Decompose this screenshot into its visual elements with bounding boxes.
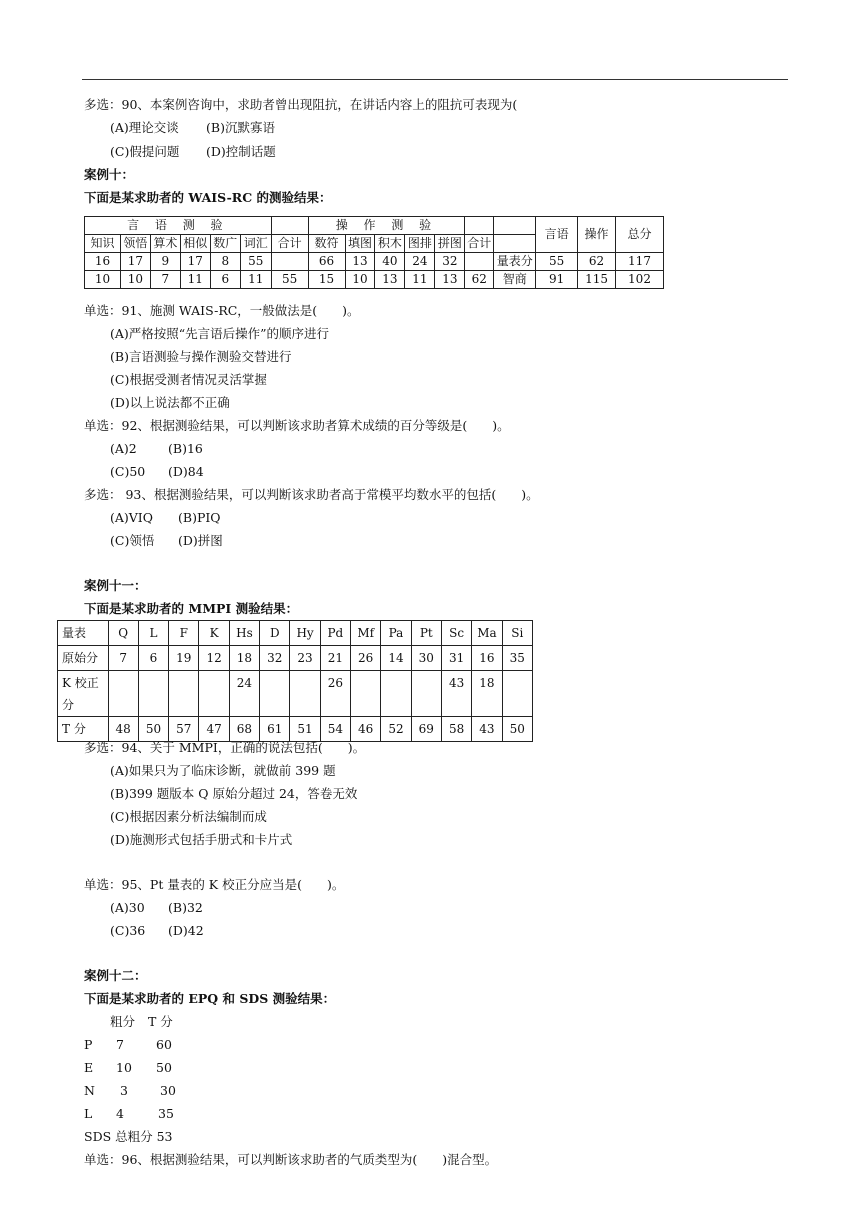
wais-subheader: 图排: [405, 235, 435, 253]
mmpi-raw-row: [58, 646, 533, 671]
mmpi-cell: 21: [320, 646, 350, 671]
wais-subheader: 积木: [375, 235, 405, 253]
question-91-option-d: (D)以上说法都不正确: [110, 395, 230, 410]
epq-t: 30: [160, 1083, 176, 1098]
wais-cell: 55: [271, 271, 308, 289]
wais-empty-cell: [494, 217, 536, 235]
wais-cell: 40: [375, 253, 405, 271]
wais-cell: 15: [308, 271, 345, 289]
sds-total-raw: SDS 总粗分 53: [84, 1129, 173, 1144]
mmpi-cell: 46: [351, 717, 381, 742]
wais-cell: 10: [85, 271, 121, 289]
case-10-title: 案例十：: [84, 167, 135, 182]
wais-group-verbal: 言 语 测 验: [85, 217, 272, 235]
mmpi-cell: 52: [381, 717, 411, 742]
epq-t: 60: [156, 1037, 172, 1052]
option-a: (A)30: [110, 900, 145, 915]
question-94-option-c: (C)根据因素分析法编制而成: [110, 809, 267, 824]
option-d: (D)84: [168, 464, 204, 479]
epq-row-e: [84, 1060, 172, 1076]
wais-row-label: 量表分: [494, 253, 536, 271]
mmpi-cell: 51: [290, 717, 320, 742]
mmpi-header: Q: [108, 621, 138, 646]
option-d: (D)控制话题: [206, 144, 276, 159]
option-d: (D)42: [168, 923, 204, 938]
mmpi-header: Mf: [351, 621, 381, 646]
mmpi-cell: [351, 671, 381, 717]
mmpi-header: Pd: [320, 621, 350, 646]
mmpi-cell: 18: [229, 646, 259, 671]
wais-cell: [465, 253, 494, 271]
mmpi-cell: 16: [472, 646, 502, 671]
mmpi-cell: 14: [381, 646, 411, 671]
wais-header-performance: 操作: [578, 217, 616, 253]
question-94-option-b: (B)399 题版本 Q 原始分超过 24，答卷无效: [110, 786, 358, 801]
epq-row-l: [84, 1106, 174, 1122]
option-b: (B)沉默寡语: [206, 120, 275, 135]
wais-row-label: 智商: [494, 271, 536, 289]
mmpi-cell: 50: [138, 717, 168, 742]
wais-cell: 13: [345, 253, 375, 271]
epq-t: 35: [158, 1106, 174, 1121]
mmpi-cell: 30: [411, 646, 441, 671]
mmpi-cell: 26: [320, 671, 350, 717]
question-94-stem: 多选：94、关于 MMPI，正确的说法包括( )。: [84, 740, 366, 755]
wais-cell: 115: [578, 271, 616, 289]
wais-subheader: 词汇: [240, 235, 271, 253]
mmpi-cell: [411, 671, 441, 717]
option-b: (B)32: [168, 900, 203, 915]
wais-cell: 17: [120, 253, 150, 271]
mmpi-header: Hy: [290, 621, 320, 646]
question-93-options-row-2: [110, 533, 223, 549]
mmpi-header: F: [169, 621, 199, 646]
mmpi-header-row: [58, 621, 533, 646]
epq-row-p: [84, 1037, 172, 1053]
mmpi-header: Sc: [441, 621, 471, 646]
epq-scale: P: [84, 1037, 93, 1052]
mmpi-header: D: [260, 621, 290, 646]
case-12-title: 案例十二：: [84, 968, 147, 983]
question-95-options-row-1: [110, 900, 203, 916]
wais-cell: 62: [465, 271, 494, 289]
mmpi-header: Ma: [472, 621, 502, 646]
mmpi-cell: [502, 671, 532, 717]
mmpi-cell: 12: [199, 646, 229, 671]
mmpi-cell: 18: [472, 671, 502, 717]
wais-cell: 10: [120, 271, 150, 289]
wais-cell: 6: [210, 271, 240, 289]
epq-t: 50: [156, 1060, 172, 1075]
wais-cell: 11: [405, 271, 435, 289]
epq-raw: 4: [116, 1106, 124, 1121]
wais-subheader: 拼图: [435, 235, 465, 253]
wais-cell: 13: [435, 271, 465, 289]
wais-cell: 9: [150, 253, 180, 271]
option-c: (C)36: [110, 923, 146, 938]
mmpi-cell: 50: [502, 717, 532, 742]
wais-subheader: 相似: [180, 235, 210, 253]
question-93-stem: 多选： 93、根据测验结果，可以判断该求助者高于常模平均数水平的包括( )。: [84, 487, 539, 502]
mmpi-cell: [381, 671, 411, 717]
mmpi-cell: 43: [472, 717, 502, 742]
mmpi-header: L: [138, 621, 168, 646]
epq-raw: 10: [116, 1060, 132, 1075]
question-94-option-a: (A)如果只为了临床诊断，就做前 399 题: [110, 763, 336, 778]
mmpi-header: K: [199, 621, 229, 646]
wais-cell: 32: [435, 253, 465, 271]
case-11-subtitle: 下面是某求助者的 MMPI 测验结果：: [84, 601, 299, 616]
question-91-option-a: (A)严格按照“先言语后操作”的顺序进行: [110, 326, 330, 341]
wais-cell: 8: [210, 253, 240, 271]
wais-cell: 91: [536, 271, 578, 289]
wais-rc-table: [84, 216, 664, 289]
option-a: (A)2: [110, 441, 137, 456]
wais-cell: 62: [578, 253, 616, 271]
case-10-subtitle: 下面是某求助者的 WAIS-RC 的测验结果：: [84, 190, 332, 205]
wais-subheader: 数符: [308, 235, 345, 253]
mmpi-cell: [260, 671, 290, 717]
wais-header-verbal: 言语: [536, 217, 578, 253]
mmpi-k-label-line-2: 分: [62, 698, 75, 712]
wais-cell: 55: [536, 253, 578, 271]
mmpi-header: 量表: [58, 621, 109, 646]
wais-subheader: 合计: [465, 235, 494, 253]
wais-cell: 102: [616, 271, 664, 289]
epq-scale: E: [84, 1060, 94, 1075]
mmpi-cell: 26: [351, 646, 381, 671]
mmpi-cell: [199, 671, 229, 717]
mmpi-cell: [290, 671, 320, 717]
epq-scale: L: [84, 1106, 93, 1121]
mmpi-row-label: T 分: [58, 717, 109, 742]
wais-header-total: 总分: [616, 217, 664, 253]
mmpi-cell: 48: [108, 717, 138, 742]
question-94-option-d: (D)施测形式包括手册式和卡片式: [110, 832, 293, 847]
mmpi-cell: 7: [108, 646, 138, 671]
question-91-option-c: (C)根据受测者情况灵活掌握: [110, 372, 267, 387]
question-90-options-row-2: [110, 144, 276, 160]
wais-subheader: 数广: [210, 235, 240, 253]
epq-header-raw: 粗分: [110, 1014, 136, 1029]
question-90-options-row-1: [110, 120, 275, 136]
wais-cell: 11: [240, 271, 271, 289]
wais-cell: 17: [180, 253, 210, 271]
mmpi-cell: [108, 671, 138, 717]
option-d: (D)拼图: [178, 533, 223, 548]
wais-cell: 55: [240, 253, 271, 271]
mmpi-cell: [138, 671, 168, 717]
mmpi-cell: 68: [229, 717, 259, 742]
wais-row-scale-score: [85, 253, 664, 271]
wais-subheader: 填图: [345, 235, 375, 253]
epq-row-n: [84, 1083, 176, 1099]
option-c: (C)50: [110, 464, 146, 479]
wais-empty-cell: [465, 217, 494, 235]
mmpi-cell: 32: [260, 646, 290, 671]
mmpi-cell: 61: [260, 717, 290, 742]
mmpi-row-label: 原始分: [58, 646, 109, 671]
option-a: (A)VIQ: [110, 510, 153, 525]
mmpi-cell: 69: [411, 717, 441, 742]
case-11-title: 案例十一：: [84, 578, 147, 593]
question-92-stem: 单选：92、根据测验结果，可以判断该求助者算术成绩的百分等级是( )。: [84, 418, 510, 433]
epq-header-row: [110, 1014, 173, 1030]
mmpi-cell: 23: [290, 646, 320, 671]
mmpi-row-label: [58, 671, 109, 717]
wais-cell: 13: [375, 271, 405, 289]
wais-cell: 7: [150, 271, 180, 289]
wais-cell: 117: [616, 253, 664, 271]
mmpi-cell: 31: [441, 646, 471, 671]
wais-cell: 66: [308, 253, 345, 271]
wais-cell: [271, 253, 308, 271]
wais-subheader: 领悟: [120, 235, 150, 253]
mmpi-header: Hs: [229, 621, 259, 646]
question-95-options-row-2: [110, 923, 204, 939]
question-92-options-row-1: [110, 441, 203, 457]
epq-raw: 3: [120, 1083, 128, 1098]
mmpi-header: Si: [502, 621, 532, 646]
mmpi-cell: 57: [169, 717, 199, 742]
epq-raw: 7: [116, 1037, 124, 1052]
wais-subheader: 知识: [85, 235, 121, 253]
question-91-option-b: (B)言语测验与操作测验交替进行: [110, 349, 292, 364]
mmpi-cell: [169, 671, 199, 717]
mmpi-cell: 47: [199, 717, 229, 742]
wais-subheader: 算术: [150, 235, 180, 253]
question-95-stem: 单选：95、Pt 量表的 K 校正分应当是( )。: [84, 877, 345, 892]
mmpi-k-row: [58, 671, 533, 717]
option-b: (B)PIQ: [178, 510, 221, 525]
option-c: (C)假提问题: [110, 144, 180, 159]
mmpi-t-row: [58, 717, 533, 742]
header-rule: [82, 79, 788, 80]
option-b: (B)16: [168, 441, 203, 456]
question-96-stem: 单选：96、根据测验结果，可以判断该求助者的气质类型为( )混合型。: [84, 1152, 498, 1167]
epq-header-t: T 分: [148, 1014, 173, 1029]
mmpi-cell: 19: [169, 646, 199, 671]
question-93-options-row-1: [110, 510, 221, 526]
option-a: (A)理论交谈: [110, 120, 179, 135]
case-12-subtitle: 下面是某求助者的 EPQ 和 SDS 测验结果：: [84, 991, 336, 1006]
mmpi-cell: 6: [138, 646, 168, 671]
question-90-stem: 多选：90、本案例咨询中，求助者曾出现阻抗，在讲话内容上的阻抗可表现为(: [84, 97, 518, 112]
wais-cell: 10: [345, 271, 375, 289]
wais-subheader: 合计: [271, 235, 308, 253]
epq-scale: N: [84, 1083, 95, 1098]
mmpi-k-label-line-1: K 校正: [62, 676, 99, 690]
mmpi-cell: 58: [441, 717, 471, 742]
wais-empty-cell: [494, 235, 536, 253]
mmpi-cell: 54: [320, 717, 350, 742]
mmpi-cell: 35: [502, 646, 532, 671]
question-92-options-row-2: [110, 464, 204, 480]
wais-group-performance: 操 作 测 验: [308, 217, 465, 235]
question-91-stem: 单选：91、施测 WAIS-RC，一般做法是( )。: [84, 303, 360, 318]
mmpi-header: Pt: [411, 621, 441, 646]
mmpi-table: [57, 620, 533, 742]
mmpi-header: Pa: [381, 621, 411, 646]
wais-empty-cell: [271, 217, 308, 235]
option-c: (C)领悟: [110, 533, 155, 548]
wais-cell: 24: [405, 253, 435, 271]
wais-row-iq: [85, 271, 664, 289]
mmpi-cell: 43: [441, 671, 471, 717]
wais-cell: 11: [180, 271, 210, 289]
mmpi-cell: 24: [229, 671, 259, 717]
wais-cell: 16: [85, 253, 121, 271]
